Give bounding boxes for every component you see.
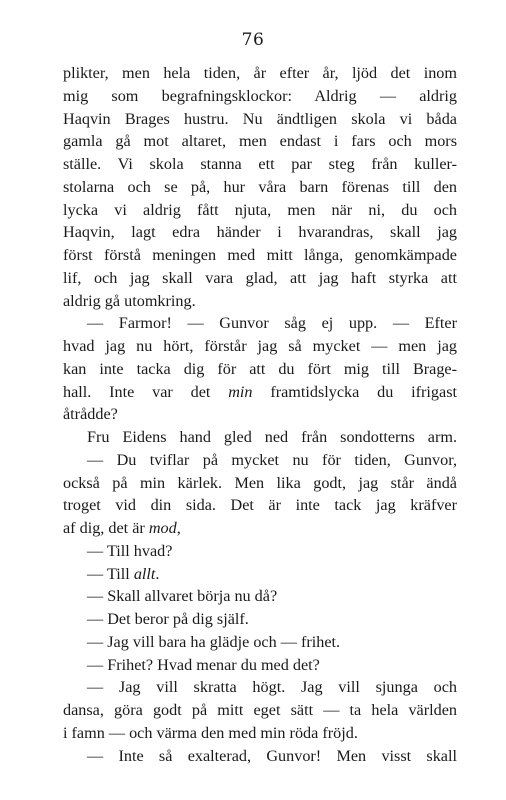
text-line: mig som begrafningsklockor: Aldrig — aldrig (63, 86, 457, 105)
text-line: åtrådde? (63, 405, 118, 424)
text-line: — Till allt. (87, 564, 160, 583)
text-line: — Du tviflar på mycket nu för tiden, Gunvor, (87, 450, 457, 469)
text-line: gamla gå mot altaret, men endast i fars och mors (63, 132, 457, 151)
text-line: af dig, det är mod, (63, 519, 181, 537)
page-number: 76 (241, 30, 265, 50)
text-line: också på min kärlek. Men lika godt, jag står ändå (63, 473, 457, 492)
text-line: — Farmor! — Gunvor såg ej upp. — Efter (87, 314, 457, 333)
text-line: i famn — och värma den med min röda fröjd. (63, 723, 358, 742)
text-line: lif, och jag skall vara glad, att jag haft styrka att (63, 268, 457, 287)
text-line: plikter, men hela tiden, år efter år, ljöd det inom (63, 64, 457, 82)
text-line: — Inte så exalterad, Gunvor! Men visst skall (87, 746, 457, 765)
text-line: — Det beror på dig själf. (87, 610, 249, 628)
text-line: — Jag vill skratta högt. Jag vill sjunga och (87, 678, 457, 697)
text-line: Haqvin Brages hustru. Nu ändtligen skola vi båda (63, 109, 457, 128)
text-line: kan inte tacka dig för att du fört mig till Brage- (63, 359, 457, 378)
text-line: hvad jag nu hört, förstår jag så mycket — men jag (63, 337, 457, 355)
text-line: Haqvin, lagt edra händer i hvarandras, skall jag (63, 223, 457, 242)
text-line: — Till hvad? (87, 541, 173, 560)
text-line: — Frihet? Hvad menar du med det? (87, 655, 320, 674)
text-line: stolarna och se på, hur våra barn förenas till den (63, 177, 457, 196)
text-line: Fru Eidens hand gled ned från sondotterns arm. (87, 428, 457, 446)
text-line: — Skall allvaret börja nu då? (87, 587, 278, 606)
text-line: först förstå meningen med mitt långa, genomkämpade (63, 246, 457, 264)
text-line: ställe. Vi skola stanna ett par steg från kuller- (63, 155, 457, 173)
body-text (63, 62, 457, 767)
text-line: lycka vi aldrig fått njuta, men när ni, du och (63, 200, 457, 219)
text-line: hall. Inte var det min framtidslycka du ifrigast (63, 382, 457, 401)
text-line: troget vid din sida. Det är inte tack jag kräfver (63, 496, 457, 515)
text-line: dansa, göra godt på mitt eget sätt — ta hela världen (63, 701, 457, 719)
text-line: — Jag vill bara ha glädje och — frihet. (87, 632, 341, 651)
text-line: aldrig gå utomkring. (63, 291, 196, 310)
